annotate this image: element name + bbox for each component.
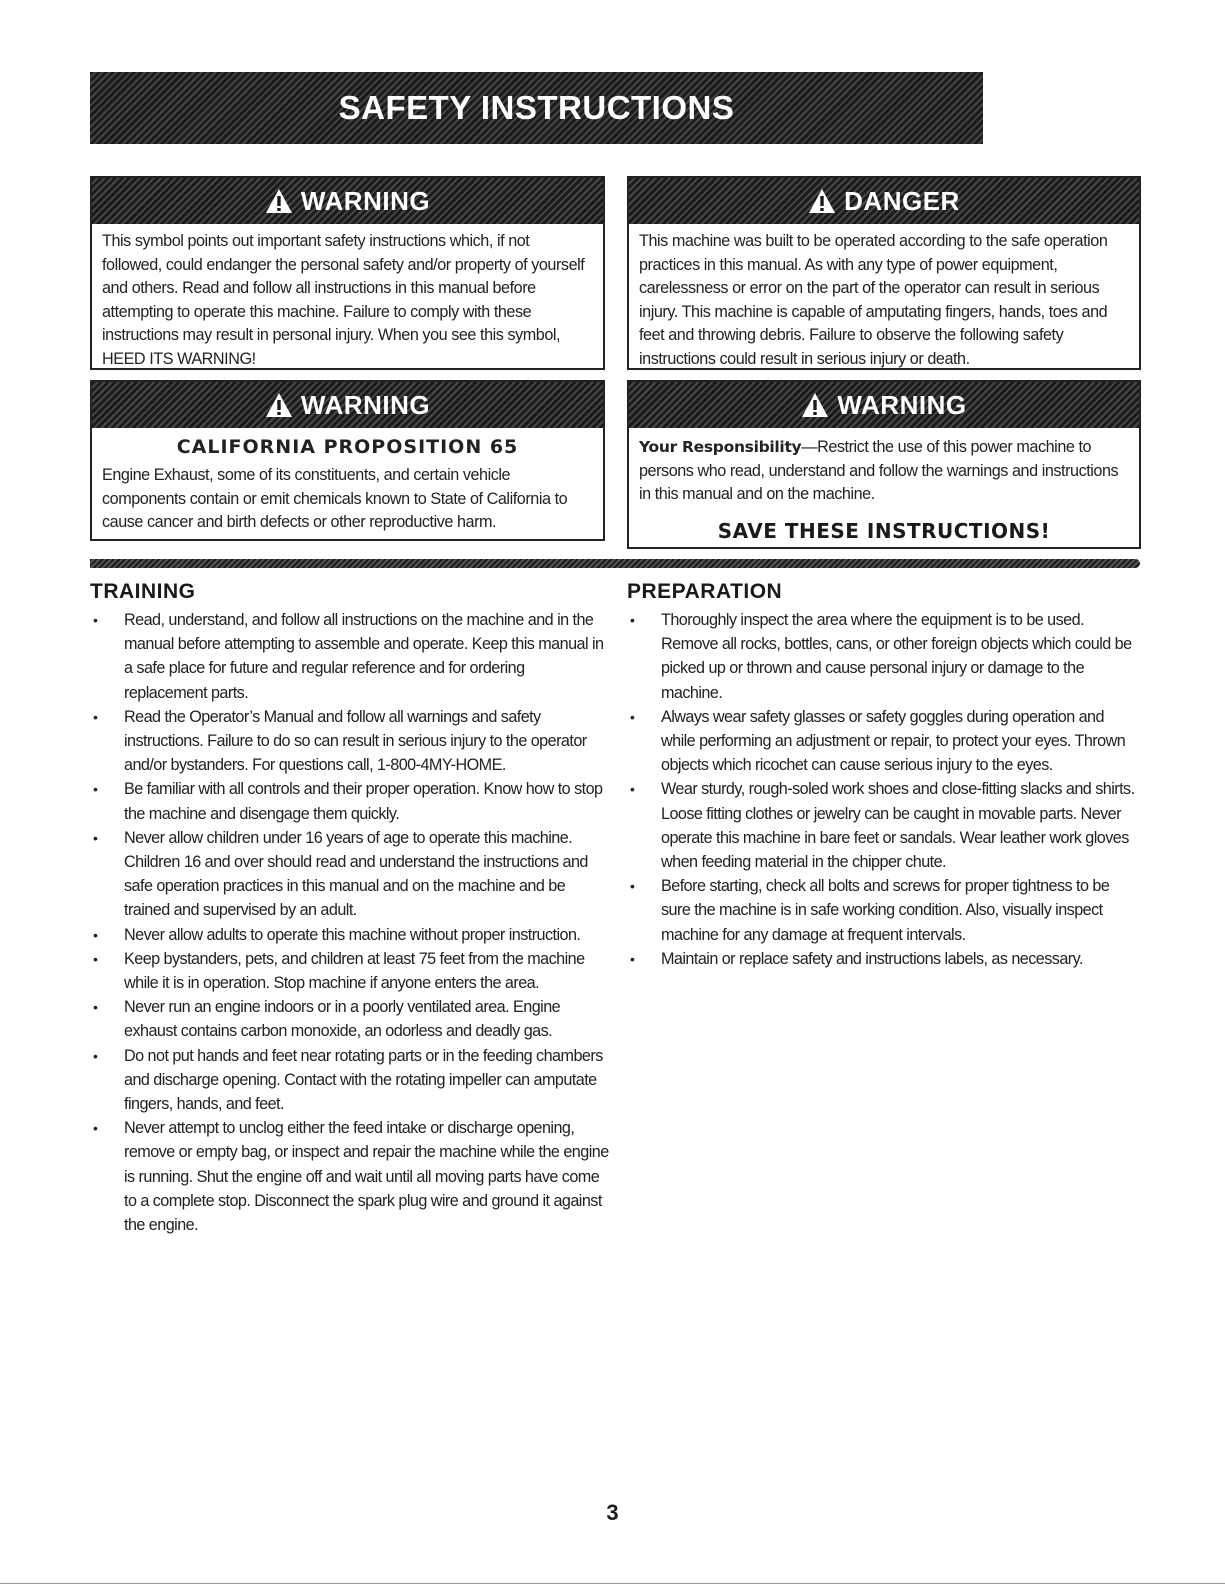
bullet-icon: • <box>93 999 98 1016</box>
training-list <box>90 608 610 1237</box>
training-section <box>90 580 610 1237</box>
list-item <box>627 608 1142 705</box>
list-item-text: Read, understand, and follow all instructions on the machine and in the manual before attempting to assemble and operate. Keep this manual in a safe place for future and regular reference and for ordering replacement parts. <box>124 611 604 702</box>
responsibility-text <box>629 428 1139 511</box>
list-item-text: Read the Operator’s Manual and follow all warnings and safety instructions. Failure to do so can result in serious injury to the operator and/or bystanders. For questions call, 1-800-4MY-HOME. <box>124 707 587 775</box>
list-item <box>90 995 610 1043</box>
list-item <box>627 705 1142 778</box>
warning-header <box>92 382 603 428</box>
list-item <box>90 826 610 923</box>
preparation-list <box>627 608 1142 971</box>
list-item <box>90 947 610 995</box>
bullet-icon: • <box>630 950 635 967</box>
list-item-text: Always wear safety glasses or safety goggles during operation and while performing an adjustment or repair, to protect your eyes. Thrown objects which ricochet can cause serious injury to the eyes. <box>661 707 1126 775</box>
bullet-icon: • <box>630 781 635 798</box>
prop65-text: Engine Exhaust, some of its constituents, and certain vehicle components contain or emit chemicals known to State of California to cause cancer and birth defects or other reproductive harm. <box>102 466 568 531</box>
save-instructions-notice: SAVE THESE INSTRUCTIONS! <box>717 518 1051 543</box>
bullet-icon: • <box>93 708 98 725</box>
danger-header <box>629 178 1139 224</box>
bullet-icon: • <box>93 781 98 798</box>
warning-label: WARNING <box>837 389 967 420</box>
alert-triangle-icon <box>265 188 293 214</box>
list-item-text: Never allow children under 16 years of age to operate this machine. Children 16 and over should read and understand the instructions and safe operation practices in this manual and on the machine and be trained and supervised by an adult. <box>124 828 588 920</box>
page-title: SAFETY INSTRUCTIONS <box>338 89 735 126</box>
list-item <box>627 777 1142 874</box>
bullet-icon: • <box>93 926 98 943</box>
list-item <box>90 923 610 947</box>
page-banner <box>90 72 983 144</box>
list-item-text: Maintain or replace safety and instructions labels, as necessary. <box>661 949 1083 968</box>
danger-text: This machine was built to be operated according to the safe operation practices in this manual. As with any type of power equipment, carelessness or error on the part of the operator can result in serious injury. This machine is capable of amputating fingers, hands, toes and feet and throwing debris. Failure to observe the following safety instructions could result in serious injury or death. <box>639 232 1108 368</box>
bullet-icon: • <box>630 708 635 725</box>
responsibility-warning-box <box>627 380 1141 549</box>
preparation-section <box>627 580 1142 971</box>
preparation-heading: PREPARATION <box>627 580 783 603</box>
list-item-text: Before starting, check all bolts and screws for proper tightness to be sure the machine is in safe working condition. Also, visually inspect machine for any damage at frequent intervals. <box>661 877 1110 944</box>
list-item <box>627 874 1142 947</box>
prop65-subtitle: CALIFORNIA PROPOSITION 65 <box>176 436 519 458</box>
list-item <box>90 1044 610 1117</box>
alert-triangle-icon <box>801 392 829 418</box>
list-item <box>627 947 1142 971</box>
responsibility-label: Your Responsibility <box>639 438 802 456</box>
bullet-icon: • <box>93 829 98 846</box>
warning-header <box>629 382 1139 428</box>
list-item <box>90 1116 610 1237</box>
list-item-text: Wear sturdy, rough-soled work shoes and close-fitting slacks and shirts. Loose fitting clothes or jewelry can be caught in movable parts. Never operate this machine in bare feet or sandals. Wear leather work gloves when feeding material in the chipper chute. <box>661 780 1135 872</box>
bullet-icon: • <box>630 878 635 895</box>
bullet-icon: • <box>93 950 98 967</box>
list-item-text: Never allow adults to operate this machine without proper instruction. <box>124 925 581 944</box>
warning-header <box>92 178 603 224</box>
responsibility-body: —Restrict the use of this power machine to persons who read, understand and follow the warnings and instructions in this manual and on the machine. <box>639 438 1119 503</box>
list-item-text: Do not put hands and feet near rotating parts or in the feeding chambers and discharge opening. Contact with the rotating impeller can amputate fingers, hands, and feet. <box>124 1046 603 1114</box>
list-item <box>90 705 610 778</box>
alert-triangle-icon <box>265 392 293 418</box>
warning-symbol-box <box>90 176 605 370</box>
list-item-text: Never attempt to unclog either the feed intake or discharge opening, remove or empty bag, or inspect and repair the machine while the engine is running. Shut the engine off and wait until all moving parts have come to a complete stop. Disconnect the spark plug wire and ground it against the engine. <box>124 1119 609 1235</box>
warning-symbol-text: This symbol points out important safety instructions which, if not followed, could endanger the personal safety and/or property of yourself and others. Read and follow all instructions in this manual before attempting to operate this machine. Failure to comply with these instructions may result in personal injury. When you see this symbol, HEED ITS WARNING! <box>102 232 585 368</box>
list-item <box>90 777 610 825</box>
alert-triangle-icon <box>808 188 836 214</box>
danger-box <box>627 176 1141 370</box>
list-item-text: Thoroughly inspect the area where the equipment is to be used. Remove all rocks, bottles, cans, or other foreign objects which could be picked up or thrown and cause personal injury or damage to the machine. <box>661 611 1132 702</box>
list-item-text: Be familiar with all controls and their proper operation. Know how to stop the machine and disengage them quickly. <box>124 780 603 823</box>
prop65-warning-box <box>90 380 605 541</box>
warning-label: WARNING <box>300 185 431 216</box>
bullet-icon: • <box>93 612 98 628</box>
page-number: 3 <box>606 1500 619 1525</box>
warning-label: WARNING <box>300 389 431 420</box>
list-item-text: Never run an engine indoors or in a poorly ventilated area. Engine exhaust contains carbon monoxide, an odorless and deadly gas. <box>124 998 561 1041</box>
danger-label: DANGER <box>844 185 960 216</box>
list-item-text: Keep bystanders, pets, and children at least 75 feet from the machine while it is in operation. Stop machine if anyone enters the area. <box>124 949 585 993</box>
section-divider <box>90 559 1140 568</box>
bullet-icon: • <box>630 612 635 628</box>
bullet-icon: • <box>93 1047 98 1064</box>
page-bottom-rule <box>0 1583 1225 1584</box>
list-item <box>90 608 610 705</box>
training-heading: TRAINING <box>90 580 196 603</box>
bullet-icon: • <box>93 1120 98 1137</box>
